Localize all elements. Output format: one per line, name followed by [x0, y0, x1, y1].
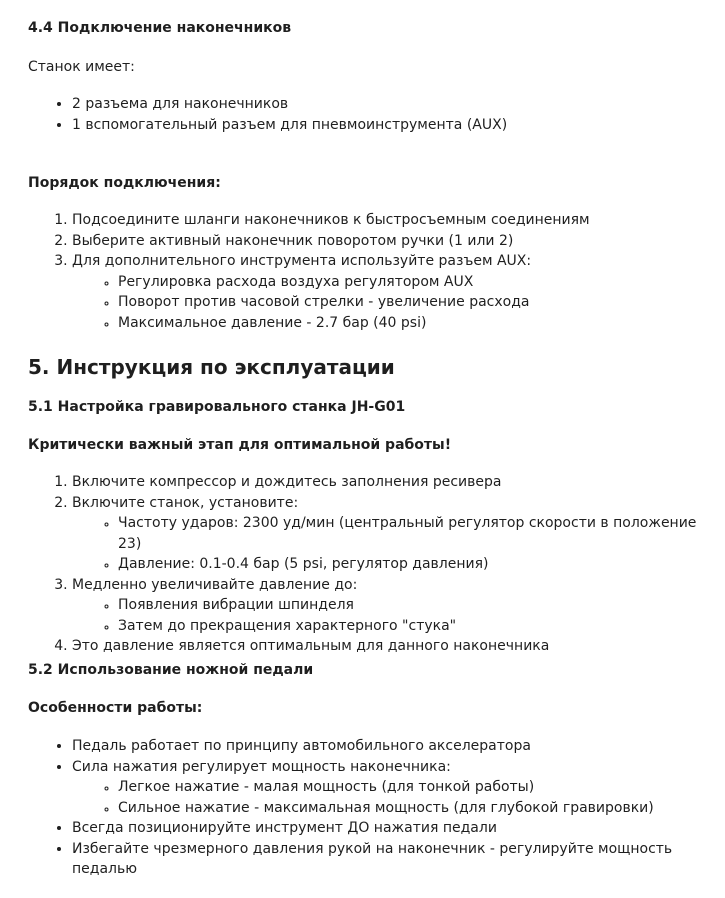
list-item: ◦ Сильное нажатие - максимальная мощность (для глубокой гравировки) [118, 798, 711, 819]
list-item: ◦ Затем до прекращения характерного "стука" [118, 616, 711, 637]
list-item: ◦ Частоту ударов: 2300 уд/мин (центральный регулятор скорости в положение 23) [118, 513, 711, 554]
features-title: Особенности работы: [28, 700, 203, 716]
connection-order-title: Порядок подключения: [28, 175, 221, 191]
connection-steps-list [28, 210, 711, 333]
list-item [72, 251, 711, 333]
aux-sublist [72, 272, 711, 334]
connector-list [28, 94, 711, 135]
list-item: ◦ Давление: 0.1-0.4 бар (5 psi, регулятор давления) [118, 554, 711, 575]
section-heading-5: 5. Инструкция по эксплуатации [28, 355, 395, 379]
list-item: 1. Включите компрессор и дождитесь заполнения ресивера [72, 472, 711, 493]
section-4-4-intro: Станок имеет: [28, 59, 135, 75]
list-item: • Всегда позиционируйте инструмент ДО нажатия педали [72, 818, 711, 839]
list-item: 2. Выберите активный наконечник поворотом ручки (1 или 2) [72, 231, 711, 252]
list-item [72, 757, 711, 819]
pedal-features-list [28, 736, 711, 880]
critical-note: Критически важный этап для оптимальной работы! [28, 437, 452, 453]
list-item: • 2 разъема для наконечников [72, 94, 711, 115]
power-sublist [72, 777, 711, 818]
list-item: ◦ Появления вибрации шпинделя [118, 595, 711, 616]
setup-sublist [72, 513, 711, 575]
list-item: 1. Подсоедините шланги наконечников к быстросъемным соединениям [72, 210, 711, 231]
list-item: ◦ Поворот против часовой стрелки - увеличение расхода [118, 292, 711, 313]
list-item-text: Сила нажатия регулирует мощность наконечника: [72, 758, 451, 775]
list-item-text: Медленно увеличивайте давление до: [72, 576, 358, 593]
list-item: ◦ Легкое нажатие - малая мощность (для тонкой работы) [118, 777, 711, 798]
pressure-sublist [72, 595, 711, 636]
list-item: ◦ Регулировка расхода воздуха регулятором AUX [118, 272, 711, 293]
list-item: • 1 вспомогательный разъем для пневмоинструмента (AUX) [72, 115, 711, 136]
list-item: • Педаль работает по принципу автомобильного акселератора [72, 736, 711, 757]
section-heading-5-2: 5.2 Использование ножной педали [28, 662, 314, 678]
setup-steps-list [28, 472, 711, 657]
list-item-text: Включите станок, установите: [72, 494, 299, 511]
list-item: • Избегайте чрезмерного давления рукой на наконечник - регулируйте мощность педалью [72, 839, 711, 880]
section-heading-5-1: 5.1 Настройка гравировального станка JH-G01 [28, 399, 406, 415]
section-heading-4-4: 4.4 Подключение наконечников [28, 20, 292, 36]
list-item-text: Для дополнительного инструмента используйте разъем AUX: [72, 253, 532, 269]
list-item: 4. Это давление является оптимальным для данного наконечника [72, 636, 711, 657]
list-item [72, 575, 711, 637]
list-item [72, 493, 711, 575]
list-item: ◦ Максимальное давление - 2.7 бар (40 psi) [118, 313, 711, 334]
